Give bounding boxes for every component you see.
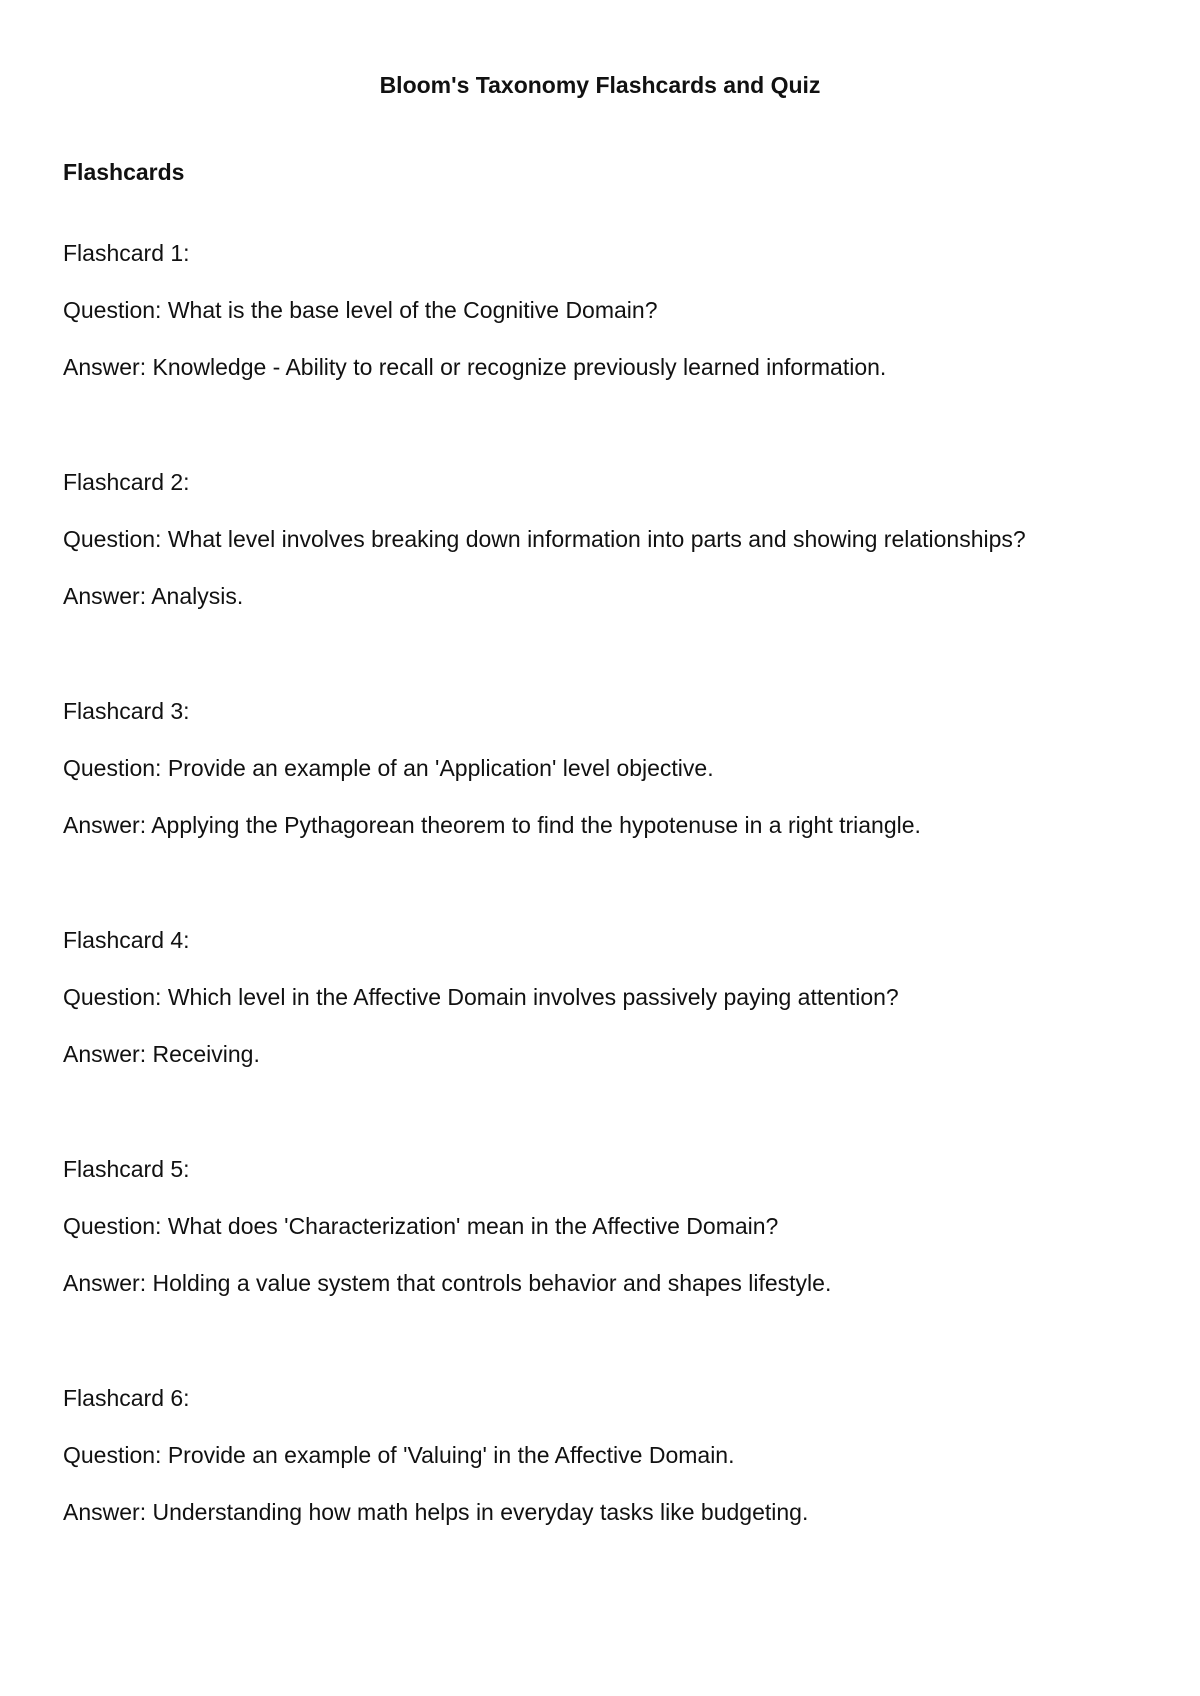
flashcard-question: Question: Which level in the Affective Domain involves passively paying attention?: [63, 984, 899, 1010]
document-title: Bloom's Taxonomy Flashcards and Quiz: [379, 72, 821, 98]
flashcard-answer: Answer: Understanding how math helps in everyday tasks like budgeting.: [63, 1499, 809, 1525]
flashcard-label: Flashcard 3:: [63, 698, 190, 724]
flashcard: [63, 1383, 1143, 1612]
flashcard-question: Question: What does 'Characterization' mean in the Affective Domain?: [63, 1213, 779, 1239]
flashcard-question: Question: Provide an example of 'Valuing' in the Affective Domain.: [63, 1442, 735, 1468]
flashcard-question: Question: What level involves breaking down information into parts and showing relationships?: [63, 526, 1026, 552]
flashcard-label: Flashcard 1:: [63, 240, 190, 266]
flashcard-answer: Answer: Holding a value system that controls behavior and shapes lifestyle.: [63, 1270, 832, 1296]
flashcard-answer: Answer: Receiving.: [63, 1041, 260, 1067]
flashcard: [63, 925, 1143, 1154]
flashcard-label: Flashcard 5:: [63, 1156, 190, 1182]
flashcard: [63, 467, 1143, 696]
flashcard-label: Flashcard 2:: [63, 469, 190, 495]
flashcard: [63, 238, 1143, 467]
flashcard: [63, 696, 1143, 925]
flashcard-question: Question: What is the base level of the Cognitive Domain?: [63, 297, 658, 323]
flashcard-list: [63, 238, 1143, 1612]
section-heading-flashcards: Flashcards: [63, 159, 185, 185]
flashcard-label: Flashcard 4:: [63, 927, 190, 953]
flashcard-answer: Answer: Applying the Pythagorean theorem to find the hypotenuse in a right triangle.: [63, 812, 921, 838]
flashcard-answer: Answer: Knowledge - Ability to recall or recognize previously learned information.: [63, 354, 887, 380]
flashcard-question: Question: Provide an example of an 'Application' level objective.: [63, 755, 714, 781]
flashcard: [63, 1154, 1143, 1383]
flashcard-answer: Answer: Analysis.: [63, 583, 244, 609]
flashcard-label: Flashcard 6:: [63, 1385, 190, 1411]
